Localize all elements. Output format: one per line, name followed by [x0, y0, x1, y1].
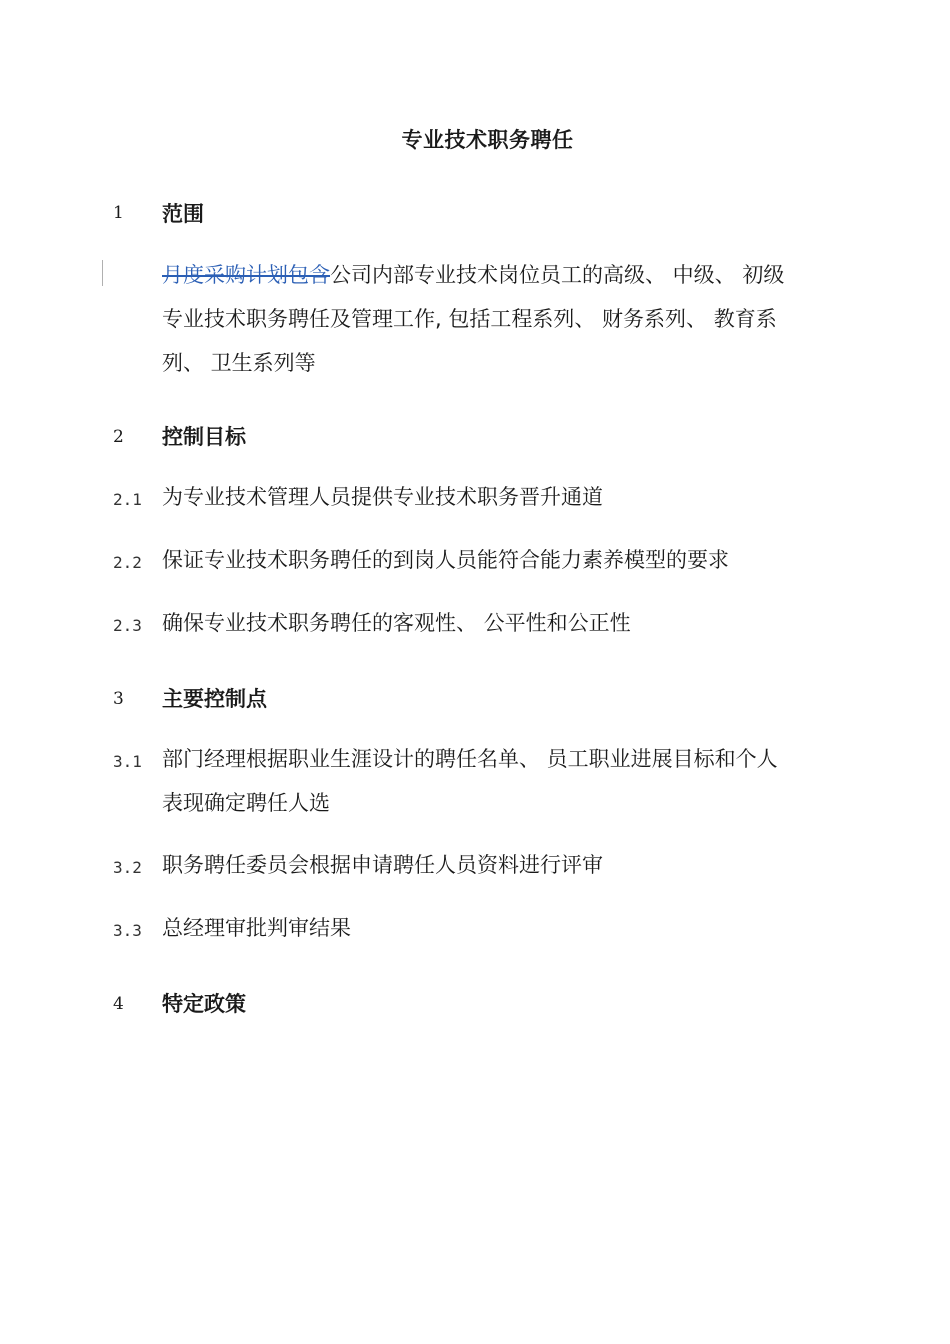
- control-item-line-1: 部门经理根据职业生涯设计的聘任名单、 员工职业进展目标和个人: [162, 747, 778, 771]
- goal-item: 为专业技术管理人员提供专业技术职务晋升通道: [162, 485, 603, 509]
- item-number: 3.1: [113, 752, 142, 771]
- goal-item: 确保专业技术职务聘任的客观性、 公平性和公正性: [162, 611, 631, 635]
- section-number: 4: [113, 994, 124, 1014]
- deleted-text: 月度采购计划包含: [162, 263, 330, 287]
- scope-line-1: 公司内部专业技术岗位员工的高级、 中级、 初级: [330, 263, 785, 287]
- scope-line-3: 列、 卫生系列等: [162, 351, 316, 375]
- document-title: 专业技术职务聘任: [401, 128, 574, 152]
- revision-change-bar: [102, 260, 103, 286]
- section-number: 2: [113, 427, 124, 447]
- item-number: 3.2: [113, 858, 142, 877]
- control-item: 总经理审批判审结果: [162, 916, 351, 940]
- control-item-line-2: 表现确定聘任人选: [162, 791, 330, 815]
- item-number: 2.2: [113, 553, 142, 572]
- section-number: 3: [113, 689, 124, 709]
- control-item: [162, 737, 862, 825]
- scope-line-2: 专业技术职务聘任及管理工作, 包括工程系列、 财务系列、 教育系: [162, 307, 777, 331]
- control-item: 职务聘任委员会根据申请聘任人员资料进行评审: [162, 853, 603, 877]
- scope-paragraph: [162, 253, 857, 385]
- section-number: 1: [113, 203, 124, 223]
- section-title-controls: 主要控制点: [162, 687, 267, 711]
- item-number: 2.1: [113, 490, 142, 509]
- section-title-goals: 控制目标: [162, 425, 246, 449]
- item-number: 3.3: [113, 921, 142, 940]
- item-number: 2.3: [113, 616, 142, 635]
- section-title-policy: 特定政策: [162, 992, 246, 1016]
- goal-item: 保证专业技术职务聘任的到岗人员能符合能力素养模型的要求: [162, 548, 729, 572]
- section-title-scope: 范围: [162, 202, 204, 226]
